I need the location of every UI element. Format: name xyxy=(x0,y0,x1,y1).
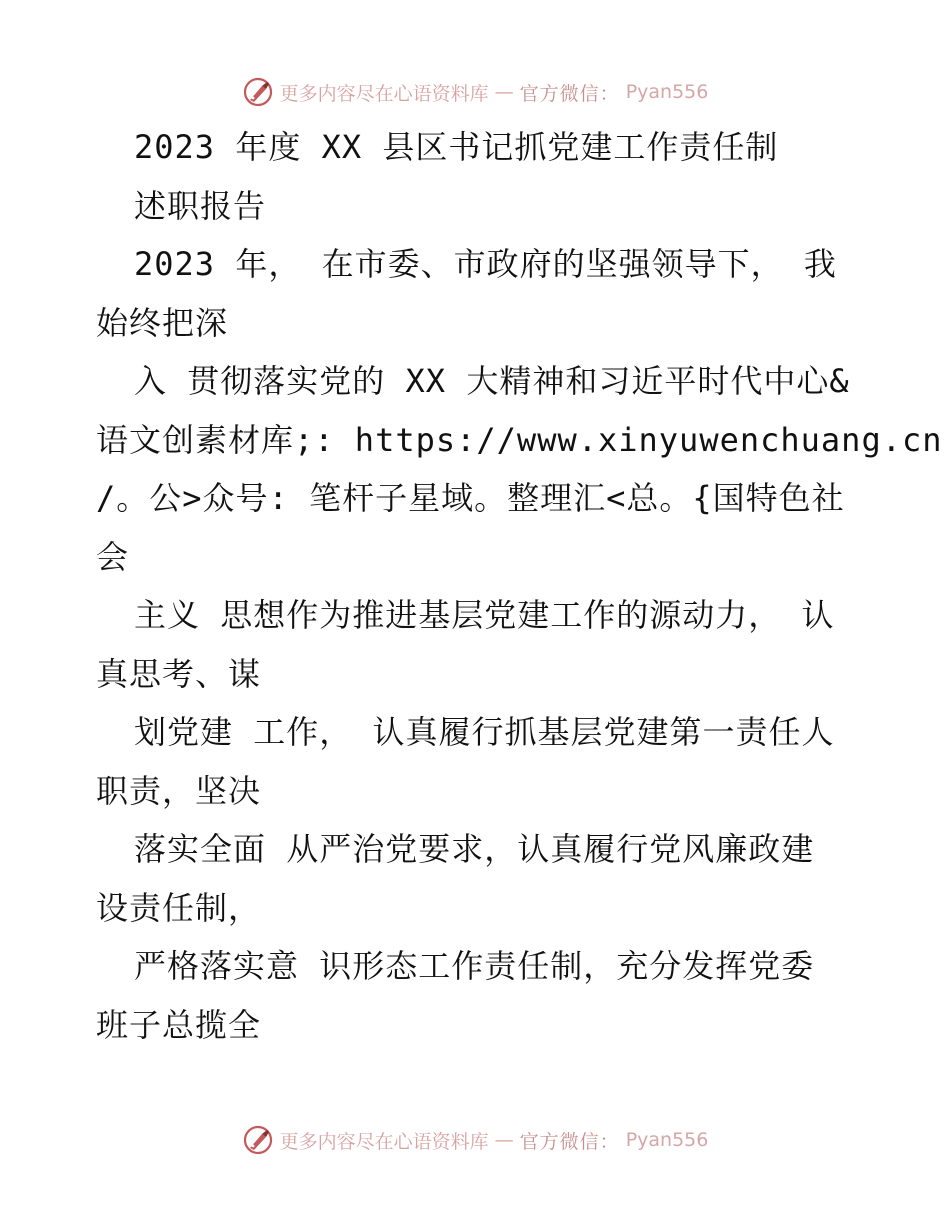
paragraph-line: 划党建 工作， 认真履行抓基层党建第一责任人 xyxy=(134,713,835,751)
paragraph-line: 2023 年， 在市委、市政府的坚强领导下， 我 xyxy=(134,245,837,283)
watermark-header xyxy=(0,72,950,112)
document-body xyxy=(96,118,943,1054)
document-subtitle: 述职报告 xyxy=(134,186,267,225)
paragraph-line: 职责，坚决 xyxy=(96,771,262,810)
paragraph-line: /。公>众号: 笔杆子星域。整理汇<总。{国特色社 xyxy=(96,479,845,517)
paragraph-line: 会 xyxy=(96,537,130,576)
paragraph-line: 班子总揽全 xyxy=(96,1005,262,1044)
watermark-wechat-id: Pyan556 xyxy=(625,81,709,103)
paragraph-line: 真思考、谋 xyxy=(96,654,262,693)
watermark-label: 官方微信： xyxy=(519,82,620,105)
watermark-wechat-id: Pyan556 xyxy=(625,1129,709,1151)
watermark-label: 官方微信： xyxy=(519,1130,620,1153)
watermark-text: 更多内容尽在心语资料库 xyxy=(279,1130,489,1153)
watermark-text: 更多内容尽在心语资料库 xyxy=(279,82,489,105)
fountain-pen-logo-icon xyxy=(242,1124,274,1156)
paragraph-line: 设责任制， xyxy=(96,888,262,927)
paragraph-line: 主义 思想作为推进基层党建工作的源动力， 认 xyxy=(134,596,835,634)
watermark-footer xyxy=(0,1120,950,1160)
paragraph-line: 语文创素材库;: https://www.xinyuwenchuang.cn xyxy=(96,420,943,459)
paragraph-line: 始终把深 xyxy=(96,303,229,342)
watermark-separator: — xyxy=(494,1129,514,1151)
paragraph-line: 落实全面 从严治党要求，认真履行党风廉政建 xyxy=(134,830,815,868)
fountain-pen-logo-icon xyxy=(242,76,274,108)
document-title: 2023 年度 XX 县区书记抓党建工作责任制 xyxy=(134,128,779,166)
paragraph-line: 严格落实意 识形态工作责任制，充分发挥党委 xyxy=(134,947,815,985)
watermark-separator: — xyxy=(494,81,514,103)
paragraph-line: 入 贯彻落实党的 XX 大精神和习近平时代中心& xyxy=(134,362,850,400)
